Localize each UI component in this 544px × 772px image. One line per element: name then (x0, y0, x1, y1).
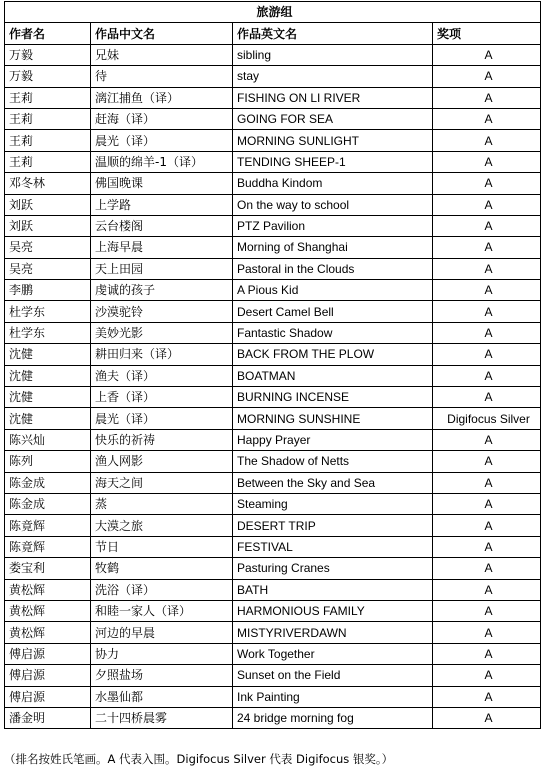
table-row (5, 87, 541, 108)
table-header-row (5, 23, 541, 44)
cell-chinese-title: 水墨仙都 (91, 686, 233, 707)
cell-english-title: BOATMAN (233, 365, 433, 386)
cell-english-title: MORNING SUNSHINE (233, 408, 433, 429)
cell-english-title: Steaming (233, 493, 433, 514)
cell-english-title: Between the Sky and Sea (233, 472, 433, 493)
table-row (5, 622, 541, 643)
cell-chinese-title: 快乐的祈祷 (91, 429, 233, 450)
cell-english-title: sibling (233, 44, 433, 65)
cell-award: Digifocus Silver (433, 408, 541, 429)
cell-author: 潘金明 (5, 707, 91, 728)
table-row (5, 322, 541, 343)
cell-award: A (433, 66, 541, 87)
cell-chinese-title: 海天之间 (91, 472, 233, 493)
cell-english-title: HARMONIOUS FAMILY (233, 600, 433, 621)
cell-chinese-title: 晨光（译） (91, 130, 233, 151)
cell-award: A (433, 558, 541, 579)
cell-english-title: On the way to school (233, 194, 433, 215)
cell-english-title: Buddha Kindom (233, 173, 433, 194)
cell-english-title: 24 bridge morning fog (233, 707, 433, 728)
cell-award: A (433, 707, 541, 728)
cell-chinese-title: 洗浴（译） (91, 579, 233, 600)
cell-chinese-title: 蒸 (91, 493, 233, 514)
cell-award: A (433, 600, 541, 621)
cell-author: 傅启源 (5, 686, 91, 707)
cell-award: A (433, 387, 541, 408)
cell-english-title: stay (233, 66, 433, 87)
table-row (5, 237, 541, 258)
table-row (5, 280, 541, 301)
cell-english-title: FESTIVAL (233, 536, 433, 557)
cell-chinese-title: 天上田园 (91, 258, 233, 279)
cell-author: 万毅 (5, 44, 91, 65)
cell-award: A (433, 643, 541, 664)
cell-chinese-title: 美妙光影 (91, 322, 233, 343)
cell-award: A (433, 258, 541, 279)
cell-chinese-title: 渔人网影 (91, 451, 233, 472)
cell-author: 黄松辉 (5, 622, 91, 643)
cell-english-title: BATH (233, 579, 433, 600)
cell-author: 吴亮 (5, 237, 91, 258)
table-row (5, 387, 541, 408)
cell-author: 王莉 (5, 87, 91, 108)
cell-author: 刘跃 (5, 215, 91, 236)
cell-english-title: TENDING SHEEP-1 (233, 151, 433, 172)
cell-chinese-title: 渔夫（译） (91, 365, 233, 386)
cell-award: A (433, 87, 541, 108)
table-row (5, 707, 541, 728)
cell-author: 刘跃 (5, 194, 91, 215)
cell-award: A (433, 301, 541, 322)
cell-author: 陈金成 (5, 493, 91, 514)
cell-award: A (433, 451, 541, 472)
cell-award: A (433, 130, 541, 151)
cell-english-title: Happy Prayer (233, 429, 433, 450)
table-row (5, 558, 541, 579)
table-row (5, 44, 541, 65)
table-row (5, 258, 541, 279)
cell-author: 李鹏 (5, 280, 91, 301)
cell-author: 陈竟辉 (5, 515, 91, 536)
table-row (5, 451, 541, 472)
table-row (5, 66, 541, 87)
cell-author: 黄松辉 (5, 579, 91, 600)
table-row (5, 173, 541, 194)
cell-award: A (433, 344, 541, 365)
cell-chinese-title: 和睦一家人（译） (91, 600, 233, 621)
header-author: 作者名 (5, 23, 91, 44)
table-row (5, 493, 541, 514)
cell-english-title: MISTYRIVERDAWN (233, 622, 433, 643)
cell-chinese-title: 夕照盐场 (91, 665, 233, 686)
cell-english-title: GOING FOR SEA (233, 108, 433, 129)
cell-author: 邓冬林 (5, 173, 91, 194)
cell-chinese-title: 漓江捕鱼（译） (91, 87, 233, 108)
table-title-row (5, 2, 541, 23)
cell-chinese-title: 大漠之旅 (91, 515, 233, 536)
cell-award: A (433, 280, 541, 301)
cell-chinese-title: 上学路 (91, 194, 233, 215)
header-award: 奖项 (433, 23, 541, 44)
cell-chinese-title: 节日 (91, 536, 233, 557)
cell-author: 沈健 (5, 408, 91, 429)
cell-english-title: Ink Painting (233, 686, 433, 707)
cell-english-title: DESERT TRIP (233, 515, 433, 536)
cell-chinese-title: 佛国晚课 (91, 173, 233, 194)
cell-author: 陈列 (5, 451, 91, 472)
cell-chinese-title: 牧鹤 (91, 558, 233, 579)
cell-award: A (433, 515, 541, 536)
cell-english-title: Sunset on the Field (233, 665, 433, 686)
cell-english-title: BACK FROM THE PLOW (233, 344, 433, 365)
cell-award: A (433, 44, 541, 65)
cell-author: 杜学东 (5, 322, 91, 343)
cell-chinese-title: 待 (91, 66, 233, 87)
cell-award: A (433, 108, 541, 129)
cell-author: 王莉 (5, 130, 91, 151)
cell-award: A (433, 215, 541, 236)
cell-english-title: BURNING INCENSE (233, 387, 433, 408)
table-row (5, 194, 541, 215)
cell-chinese-title: 虔诚的孩子 (91, 280, 233, 301)
cell-english-title: PTZ Pavilion (233, 215, 433, 236)
cell-award: A (433, 472, 541, 493)
table-row (5, 472, 541, 493)
table-row (5, 600, 541, 621)
cell-chinese-title: 上香（译） (91, 387, 233, 408)
cell-author: 沈健 (5, 365, 91, 386)
table-row (5, 108, 541, 129)
cell-award: A (433, 151, 541, 172)
table-row (5, 515, 541, 536)
cell-author: 陈金成 (5, 472, 91, 493)
table-row (5, 408, 541, 429)
table-row (5, 301, 541, 322)
cell-chinese-title: 沙漠驼铃 (91, 301, 233, 322)
awards-table (4, 1, 541, 729)
cell-award: A (433, 622, 541, 643)
header-chinese-title: 作品中文名 (91, 23, 233, 44)
footnote: （排名按姓氏笔画。A 代表入围。Digifocus Silver 代表 Digifocus 银奖。） (4, 752, 394, 766)
cell-award: A (433, 237, 541, 258)
cell-award: A (433, 365, 541, 386)
cell-award: A (433, 536, 541, 557)
cell-chinese-title: 温顺的绵羊-1（译） (91, 151, 233, 172)
table-row (5, 665, 541, 686)
table-row (5, 215, 541, 236)
cell-chinese-title: 赶海（译） (91, 108, 233, 129)
table-row (5, 536, 541, 557)
table-row (5, 643, 541, 664)
cell-author: 杜学东 (5, 301, 91, 322)
cell-award: A (433, 493, 541, 514)
cell-english-title: A Pious Kid (233, 280, 433, 301)
table-row (5, 130, 541, 151)
table-row (5, 579, 541, 600)
cell-award: A (433, 322, 541, 343)
cell-author: 娄宝利 (5, 558, 91, 579)
table-row (5, 365, 541, 386)
cell-author: 陈兴灿 (5, 429, 91, 450)
cell-english-title: The Shadow of Netts (233, 451, 433, 472)
table-row (5, 429, 541, 450)
cell-award: A (433, 579, 541, 600)
cell-award: A (433, 429, 541, 450)
table-body (5, 44, 541, 729)
cell-author: 沈健 (5, 344, 91, 365)
cell-author: 沈健 (5, 387, 91, 408)
cell-award: A (433, 194, 541, 215)
cell-english-title: Pastoral in the Clouds (233, 258, 433, 279)
cell-award: A (433, 686, 541, 707)
cell-chinese-title: 上海早晨 (91, 237, 233, 258)
header-english-title: 作品英文名 (233, 23, 433, 44)
cell-author: 黄松辉 (5, 600, 91, 621)
cell-author: 王莉 (5, 108, 91, 129)
cell-award: A (433, 665, 541, 686)
cell-chinese-title: 耕田归来（译） (91, 344, 233, 365)
cell-author: 吴亮 (5, 258, 91, 279)
cell-chinese-title: 二十四桥晨雾 (91, 707, 233, 728)
cell-english-title: MORNING SUNLIGHT (233, 130, 433, 151)
cell-chinese-title: 河边的早晨 (91, 622, 233, 643)
cell-author: 傅启源 (5, 665, 91, 686)
cell-english-title: Morning of Shanghai (233, 237, 433, 258)
cell-english-title: Work Together (233, 643, 433, 664)
cell-chinese-title: 晨光（译） (91, 408, 233, 429)
cell-english-title: Fantastic Shadow (233, 322, 433, 343)
table-row (5, 151, 541, 172)
cell-chinese-title: 云台楼阁 (91, 215, 233, 236)
table-row (5, 344, 541, 365)
cell-author: 傅启源 (5, 643, 91, 664)
cell-author: 万毅 (5, 66, 91, 87)
cell-english-title: Pasturing Cranes (233, 558, 433, 579)
cell-author: 王莉 (5, 151, 91, 172)
cell-english-title: Desert Camel Bell (233, 301, 433, 322)
cell-author: 陈竟辉 (5, 536, 91, 557)
awards-table-container (4, 1, 540, 729)
cell-chinese-title: 协力 (91, 643, 233, 664)
cell-chinese-title: 兄妹 (91, 44, 233, 65)
table-title: 旅游组 (5, 2, 541, 23)
cell-english-title: FISHING ON LI RIVER (233, 87, 433, 108)
cell-award: A (433, 173, 541, 194)
table-row (5, 686, 541, 707)
